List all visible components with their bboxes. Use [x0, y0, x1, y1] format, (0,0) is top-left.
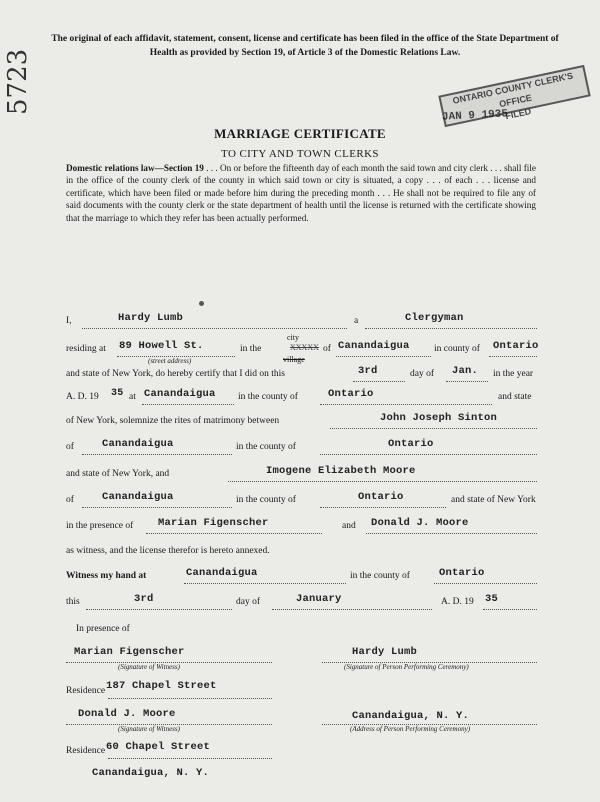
witness-1-signature: Marian Figenscher [74, 646, 185, 658]
law-excerpt [66, 162, 536, 224]
witness-2-residence-city: Canandaigua, N. Y. [92, 767, 210, 779]
label-groom-county: in the county of [236, 442, 296, 452]
label-in-the: in the [240, 344, 262, 354]
law-text: . . . On or before the fifteenth day of each month the said town and city clerk . . . shall file in the office of the county clerk of the county in which said town or city is situated, a copy . . . of each . . . license and certificate, which have been filed or made before him during the preceding month . . . He shall not be required to file any of said documents with the county clerk or the state department of health until the license is returned with the certificate showing that the marriage to which they refer has been actually performed. [66, 163, 536, 223]
label-solemnize: of New York, solemnize the rites of matrimony between [66, 416, 280, 426]
label-in-the-county-of: in the county of [238, 392, 298, 402]
label-ad: A. D. 19 [66, 392, 99, 402]
witness-1-residence: 187 Chapel Street [106, 680, 217, 692]
street-caption: (street address) [148, 357, 192, 365]
sign-year: 35 [485, 593, 499, 605]
label-bride-county: in the county of [236, 495, 296, 505]
groom-name: John Joseph Sinton [380, 412, 498, 424]
street-address: 89 Howell St. [119, 340, 204, 352]
witness-1-caption: (Signature of Witness) [118, 663, 180, 671]
village-word: village [283, 355, 305, 364]
city-word: city [287, 333, 299, 342]
label-certify: and state of New York, do hereby certify that I did on this [66, 369, 285, 379]
stamp-date: JAN 9 1935 [441, 108, 509, 124]
label-this: this [66, 597, 80, 607]
ceremony-month: Jan. [452, 365, 479, 377]
officiant-name: Hardy Lumb [118, 312, 184, 324]
label-and-state-and: and state of New York, and [66, 469, 170, 479]
stamp-office: ONTARIO COUNTY CLERK'S OFFICE [451, 70, 574, 110]
witness-2-name: Donald J. Moore [371, 517, 469, 529]
officiant-caption: (Signature of Person Performing Ceremony) [344, 663, 469, 671]
bride-name: Imogene Elizabeth Moore [266, 465, 416, 477]
label-of: of [323, 344, 331, 354]
label-witness-clause: as witness, and the license therefor is hereto annexed. [66, 546, 270, 556]
label-in-presence-of: in the presence of [66, 521, 134, 531]
header-notice: The original of each affidavit, statement, consent, license and certificate has been filed in the office of the State Department of Health as provided by Section 19, of Article 3 of the Domestic Relations Law. [51, 34, 559, 58]
handwritten-number: 5723 [3, 48, 33, 115]
label-sign-day-of: day of [236, 597, 261, 607]
label-sign-ad: A. D. 19 [441, 597, 474, 607]
witness-2-residence: 60 Chapel Street [106, 741, 211, 753]
officiant-address-caption: (Address of Person Performing Ceremony) [350, 725, 471, 733]
label-state-ny: and state of New York [451, 495, 536, 505]
ceremony-place: Canandaigua [144, 388, 216, 400]
label-at: at [129, 392, 136, 402]
label-residing-at: residing at [66, 344, 106, 354]
label-in-the-year: in the year [493, 369, 534, 379]
label-i: I, [66, 316, 72, 326]
ink-dot [199, 301, 204, 306]
hand-county: Ontario [439, 567, 485, 579]
label-groom-of: of [66, 442, 74, 452]
certificate-subtitle: TO CITY AND TOWN CLERKS [221, 148, 379, 160]
label-residence-1: Residence [66, 686, 106, 696]
label-residence-2: Residence [66, 746, 106, 756]
sign-month: January [296, 593, 342, 605]
label-in-county-of: in county of [434, 344, 480, 354]
ceremony-day: 3rd [358, 365, 378, 377]
label-a: a [354, 316, 359, 326]
label-bride-of: of [66, 495, 74, 505]
law-section-label: Domestic relations law—Section 19 [66, 163, 204, 173]
groom-county: Ontario [388, 438, 434, 450]
groom-place: Canandaigua [102, 438, 174, 450]
residence-county: Ontario [493, 340, 539, 352]
hand-place: Canandaigua [186, 567, 258, 579]
sign-day: 3rd [134, 593, 154, 605]
label-day-of: day of [410, 369, 435, 379]
label-and-state: and state [498, 392, 532, 402]
bride-place: Canandaigua [102, 491, 174, 503]
ceremony-county: Ontario [328, 388, 374, 400]
label-and: and [342, 521, 356, 531]
officiant-address: Canandaigua, N. Y. [352, 710, 470, 722]
ceremony-year: 35 [111, 388, 124, 399]
residence-place: Canandaigua [338, 340, 410, 352]
witness-2-caption: (Signature of Witness) [118, 725, 180, 733]
officiant-title: Clergyman [405, 312, 464, 324]
witness-2-signature: Donald J. Moore [78, 708, 176, 720]
bride-county: Ontario [358, 491, 404, 503]
witness-1-name: Marian Figenscher [158, 517, 269, 529]
label-witness-hand: Witness my hand at [66, 571, 147, 581]
certificate-title: MARRIAGE CERTIFICATE [214, 126, 386, 141]
stamp-filed: FILED [504, 106, 532, 122]
label-hand-county: in the county of [350, 571, 410, 581]
officiant-signature: Hardy Lumb [352, 646, 418, 658]
town-struck: XXXXX [290, 343, 319, 352]
bleed-through-text [150, 4, 153, 16]
label-in-presence: In presence of [76, 624, 130, 634]
